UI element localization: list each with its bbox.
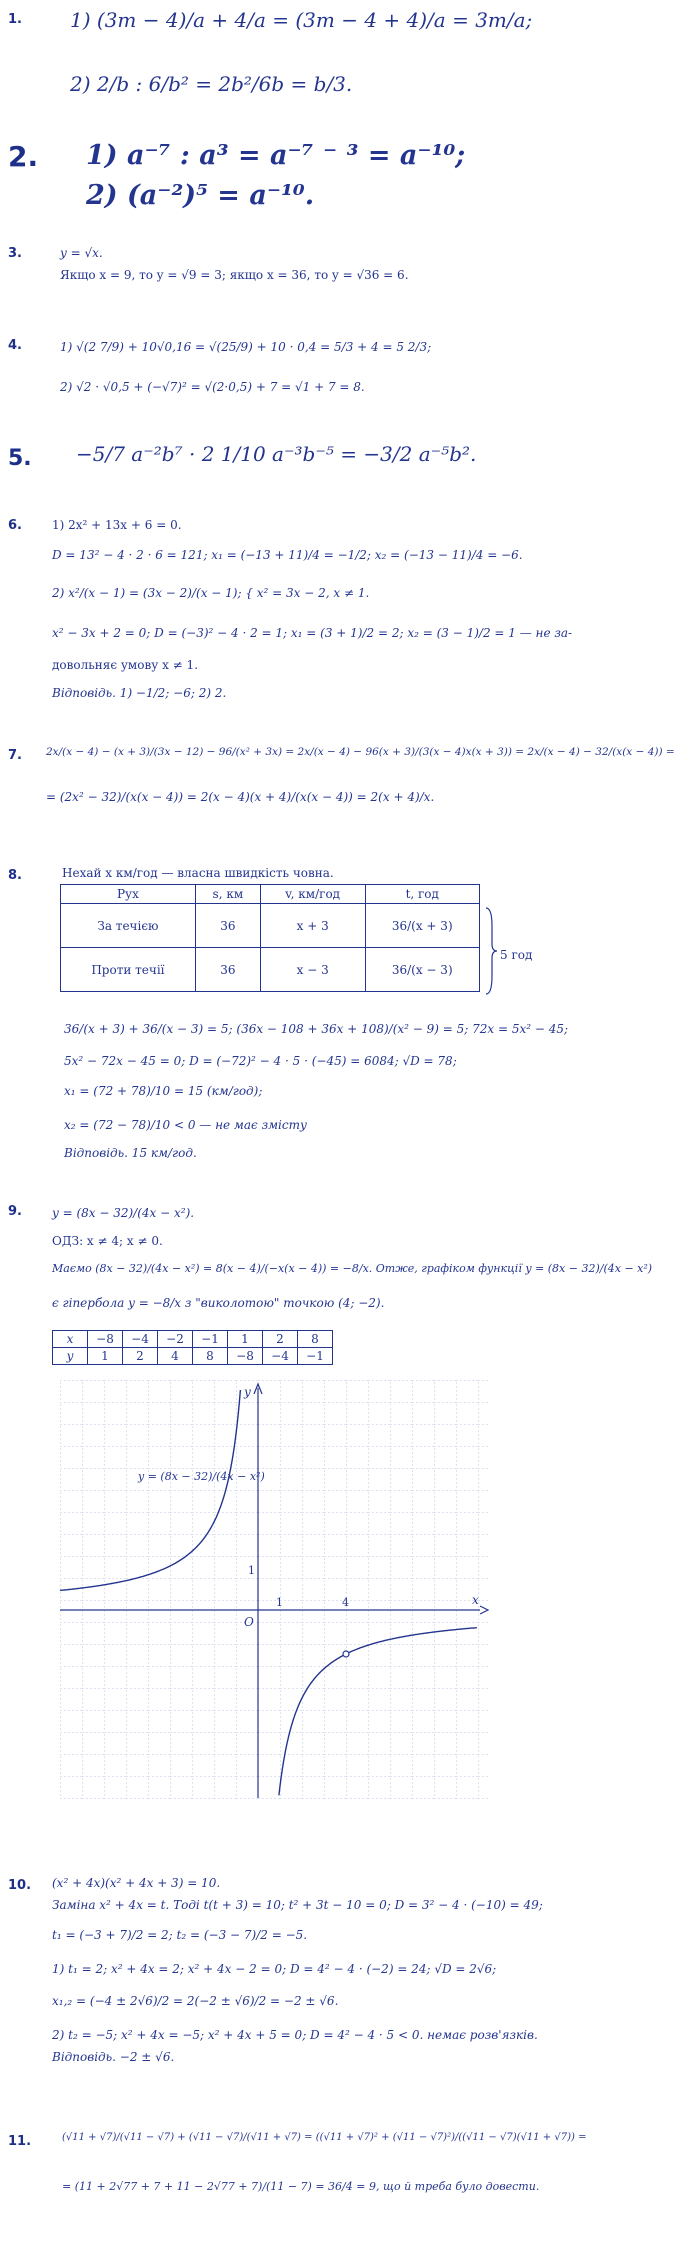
table-cell: 8: [298, 1331, 333, 1348]
graph-grid: [60, 1380, 490, 1800]
task-11-number: 11.: [8, 2134, 32, 2149]
graph-formula-label: y = (8x − 32)/(4x − x²): [138, 1470, 265, 1483]
table-cell: Проти течії: [61, 948, 196, 992]
table-cell: x: [53, 1331, 88, 1348]
header-cell: s, км: [195, 885, 260, 904]
task-11-line-1: (√11 + √7)/(√11 − √7) + (√11 − √7)/(√11 + √7) = ((√11 + √7)² + (√11 − √7)²)/((√11 − √7)(√11 + √7)) =: [62, 2132, 587, 2143]
task-4-number: 4.: [8, 338, 22, 353]
task-9-line-4: є гіпербола y = −8/x з "виколотою" точкою (4; −2).: [52, 1296, 385, 1310]
header-cell: v, км/год: [260, 885, 365, 904]
table-cell: 4: [158, 1348, 193, 1365]
task-6-line-4: x² − 3x + 2 = 0; D = (−3)² − 4 · 2 = 1; x₁ = (3 + 1)/2 = 2; x₂ = (3 − 1)/2 = 1 — не за-: [52, 626, 573, 640]
tick-label-x-1: 1: [276, 1596, 283, 1609]
task-2-line-2: 2) (a⁻²)⁵ = a⁻¹⁰.: [86, 180, 315, 211]
task-4-line-1: 1) √(2 7/9) + 10√0,16 = √(25/9) + 10 · 0,4 = 5/3 + 4 = 5 2/3;: [60, 340, 432, 354]
table-row: [53, 1348, 333, 1365]
task-8-line-2: 5x² − 72x − 45 = 0; D = (−72)² − 4 · 5 · (−45) = 6084; √D = 78;: [64, 1054, 457, 1068]
tick-label-x-4: 4: [342, 1596, 349, 1609]
table-cell: −1: [298, 1348, 333, 1365]
task-1-line-1: 1) (3m − 4)/a + 4/a = (3m − 4 + 4)/a = 3m/a;: [70, 8, 533, 32]
axis-y-label: y: [244, 1385, 251, 1399]
task-8-line-3: x₁ = (72 + 78)/10 = 15 (км/год);: [64, 1084, 263, 1098]
table-cell: 1: [88, 1348, 123, 1365]
task-4-line-2: 2) √2 · √0,5 + (−√7)² = √(2·0,5) + 7 = √1 + 7 = 8.: [60, 380, 365, 394]
task-1-line-2: 2) 2/b : 6/b² = 2b²/6b = b/3.: [70, 72, 353, 96]
task-6-line-2: D = 13² − 4 · 2 · 6 = 121; x₁ = (−13 + 11)/4 = −1/2; x₂ = (−13 − 11)/4 = −6.: [52, 548, 523, 562]
task-8-line-5: Відповідь. 15 км/год.: [64, 1146, 197, 1160]
table-cell: −2: [158, 1331, 193, 1348]
task-5-line-1: −5/7 a⁻²b⁷ · 2 1/10 a⁻³b⁻⁵ = −3/2 a⁻⁵b².: [76, 442, 477, 466]
table-row: [61, 948, 480, 992]
table-cell: 2: [123, 1348, 158, 1365]
table-cell: −4: [263, 1348, 298, 1365]
task-3-number: 3.: [8, 246, 22, 261]
axis-x-label: x: [472, 1593, 479, 1607]
task-11-line-2: = (11 + 2√77 + 7 + 11 − 2√77 + 7)/(11 − 7) = 36/4 = 9, що й треба було довести.: [62, 2180, 540, 2193]
task-10-line-3: t₁ = (−3 + 7)/2 = 2; t₂ = (−3 − 7)/2 = −5.: [52, 1928, 308, 1942]
task-1-number: 1.: [8, 12, 22, 27]
task-8-brace: [484, 906, 498, 996]
task-10-number: 10.: [8, 1878, 32, 1893]
task-8-intro: Нехай x км/год — власна швидкість човна.: [62, 866, 334, 880]
task-6-line-6: Відповідь. 1) −1/2; −6; 2) 2.: [52, 686, 227, 700]
task-7-line-1: 2x/(x − 4) − (x + 3)/(3x − 12) − 96/(x² + 3x) = 2x/(x − 4) − 96(x + 3)/(3(x − 4)x(x + 3)) = 2x/(x − 4) − 32/(x(x − 4)) =: [46, 746, 675, 758]
task-6-number: 6.: [8, 518, 22, 533]
table-row: [61, 904, 480, 948]
task-8-number: 8.: [8, 868, 22, 883]
table-cell: −1: [193, 1331, 228, 1348]
task-6-line-3: 2) x²/(x − 1) = (3x − 2)/(x − 1); { x² = 3x − 2, x ≠ 1.: [52, 586, 370, 600]
task-9-line-1: y = (8x − 32)/(4x − x²).: [52, 1206, 195, 1220]
task-9-line-3: Маємо (8x − 32)/(4x − x²) = 8(x − 4)/(−x(x − 4)) = −8/x. Отже, графіком функції y = (8x − 32)/(4x − x²): [52, 1262, 653, 1275]
table-cell: x + 3: [260, 904, 365, 948]
table-cell: y: [53, 1348, 88, 1365]
table-cell: −8: [88, 1331, 123, 1348]
tick-label-y-1: 1: [248, 1564, 255, 1577]
task-10-line-2: Заміна x² + 4x = t. Тоді t(t + 3) = 10; t² + 3t − 10 = 0; D = 3² − 4 · (−10) = 49;: [52, 1898, 543, 1912]
task-8-brace-label: 5 год: [500, 948, 533, 962]
task-3-line-2: Якщо x = 9, то y = √9 = 3; якщо x = 36, то y = √36 = 6.: [60, 268, 409, 282]
origin-label: O: [244, 1615, 254, 1629]
table-cell: 36/(x + 3): [365, 904, 480, 948]
header-cell: Рух: [61, 885, 196, 904]
table-cell: 36: [195, 948, 260, 992]
excluded-point: [343, 1651, 349, 1657]
task-7-line-2: = (2x² − 32)/(x(x − 4)) = 2(x − 4)(x + 4)/(x(x − 4)) = 2(x + 4)/x.: [46, 790, 435, 804]
table-cell: 36/(x − 3): [365, 948, 480, 992]
task-10-line-1: (x² + 4x)(x² + 4x + 3) = 10.: [52, 1876, 221, 1890]
table-row: [53, 1331, 333, 1348]
header-cell: t, год: [365, 885, 480, 904]
task-8-line-4: x₂ = (72 − 78)/10 < 0 — не має змісту: [64, 1118, 307, 1132]
table-cell: −8: [228, 1348, 263, 1365]
table-cell: 1: [228, 1331, 263, 1348]
table-cell: 2: [263, 1331, 298, 1348]
task-10-line-7: Відповідь. −2 ± √6.: [52, 2050, 175, 2064]
table-cell: 36: [195, 904, 260, 948]
task-9-value-table: [52, 1330, 333, 1365]
task-10-line-4: 1) t₁ = 2; x² + 4x = 2; x² + 4x − 2 = 0; D = 4² − 4 · (−2) = 24; √D = 2√6;: [52, 1962, 497, 1976]
task-2-line-1: 1) a⁻⁷ : a³ = a⁻⁷ ⁻ ³ = a⁻¹⁰;: [86, 140, 466, 171]
table-cell: x − 3: [260, 948, 365, 992]
task-8-table-header: [61, 885, 480, 904]
task-7-number: 7.: [8, 748, 22, 763]
task-8-table: [60, 884, 480, 992]
task-6-line-1: 1) 2x² + 13x + 6 = 0.: [52, 518, 182, 532]
task-9-line-2: ОДЗ: x ≠ 4; x ≠ 0.: [52, 1234, 163, 1248]
task-8-line-1: 36/(x + 3) + 36/(x − 3) = 5; (36x − 108 + 36x + 108)/(x² − 9) = 5; 72x = 5x² − 45;: [64, 1022, 569, 1036]
task-3-line-1: y = √x.: [60, 246, 103, 260]
table-cell: За течією: [61, 904, 196, 948]
task-2-number: 2.: [8, 140, 39, 173]
task-6-line-5: довольняє умову x ≠ 1.: [52, 658, 199, 672]
task-5-number: 5.: [8, 446, 32, 471]
task-10-line-6: 2) t₂ = −5; x² + 4x = −5; x² + 4x + 5 = 0; D = 4² − 4 · 5 < 0. немає розв'язків.: [52, 2028, 538, 2042]
task-10-line-5: x₁,₂ = (−4 ± 2√6)/2 = 2(−2 ± √6)/2 = −2 ± √6.: [52, 1994, 339, 2008]
task-9-graph: [60, 1380, 490, 1800]
table-cell: 8: [193, 1348, 228, 1365]
task-9-number: 9.: [8, 1204, 22, 1219]
table-cell: −4: [123, 1331, 158, 1348]
